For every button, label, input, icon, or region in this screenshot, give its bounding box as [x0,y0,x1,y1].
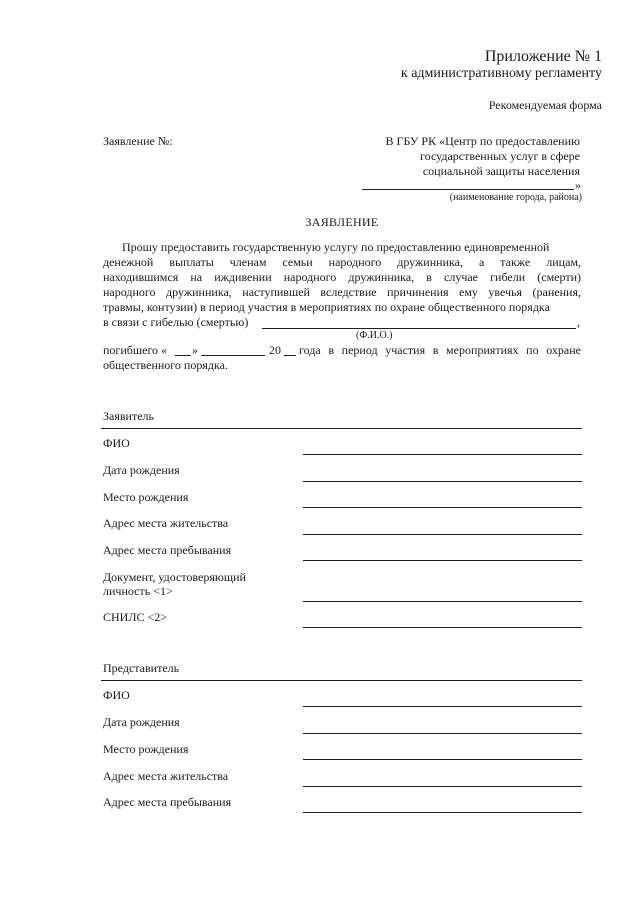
body-line-2: денежной выплаты членам семьи народного дружинника, а также лицам, [103,255,581,269]
body-line-7-c: 20 [269,343,281,357]
applicant-stay-label: Адрес места пребывания [103,543,232,557]
representative-birthplace-label: Место рождения [103,742,189,756]
representative-stay-label: Адрес места пребывания [103,795,232,809]
applicant-section-label: Заявитель [103,409,154,423]
body-line-6-suffix: , [577,315,580,329]
applicant-fio-label: ФИО [103,436,130,450]
applicant-snils-label: СНИЛС <2> [103,610,168,624]
applicant-fio-field[interactable] [303,454,582,455]
representative-birthdate-field[interactable] [303,733,582,734]
fio-hint: (Ф.И.О.) [356,330,393,341]
representative-residence-field[interactable] [303,786,582,787]
recipient-line-2: государственных услуг в сфере [420,149,580,163]
applicant-birthplace-label: Место рождения [103,490,189,504]
applicant-birthplace-field[interactable] [303,507,582,508]
deceased-name-line [262,328,576,329]
body-line-7-b: » [192,343,198,357]
applicant-section-rule [101,428,582,429]
representative-section-label: Представитель [103,661,180,675]
body-line-8: общественного порядка. [103,358,228,372]
body-line-5: травмы, контузии) в период участия в мероприятиях по охране общественного порядка [103,300,550,314]
body-line-6-prefix: в связи с гибелью (смертью) [103,315,249,329]
representative-residence-label: Адрес места жительства [103,769,229,783]
body-line-1: Прошу предоставить государственную услугу по предоставлению единовременной [122,240,550,254]
form-type-note: Рекомендуемая форма [488,98,602,112]
death-day-line [175,355,191,356]
application-number-label: Заявление №: [103,134,173,148]
representative-section-rule [101,680,582,681]
applicant-residence-field[interactable] [303,534,582,535]
applicant-birthdate-field[interactable] [303,481,582,482]
applicant-snils-field[interactable] [303,627,582,628]
document-title: ЗАЯВЛЕНИЕ [305,215,379,229]
regulation-subtitle: к административному регламенту [400,66,602,81]
representative-stay-field[interactable] [303,812,582,813]
representative-fio-label: ФИО [103,688,130,702]
recipient-line-1: В ГБУ РК «Центр по предоставлению [385,134,580,148]
applicant-id-doc-label-1: Документ, удостоверяющий [103,570,246,584]
applicant-residence-label: Адрес места жительства [103,516,229,530]
applicant-stay-field[interactable] [303,560,582,561]
death-month-line [201,355,265,356]
representative-birthplace-field[interactable] [303,759,582,760]
body-line-3: находившимся на иждивении народного дружинника, в случае гибели (смерти) [103,270,581,284]
city-district-hint: (наименование города, района) [449,192,582,203]
recipient-closing-quote: » [575,178,581,192]
appendix-title: Приложение № 1 [484,48,602,65]
death-year-line [284,355,296,356]
body-line-4: народного дружинника, наступившей вследствие причинения ему увечья (ранения, [103,285,581,299]
recipient-line-3: социальной защиты населения [422,164,580,178]
applicant-birthdate-label: Дата рождения [103,463,180,477]
city-district-line [362,189,574,190]
body-line-7-d: года в период участия в мероприятиях по охране [299,343,581,357]
representative-fio-field[interactable] [303,706,582,707]
representative-birthdate-label: Дата рождения [103,715,180,729]
applicant-id-doc-label-2: личность <1> [103,584,173,598]
applicant-id-doc-field[interactable] [303,601,582,602]
body-line-7-a: погибшего « [103,343,168,357]
